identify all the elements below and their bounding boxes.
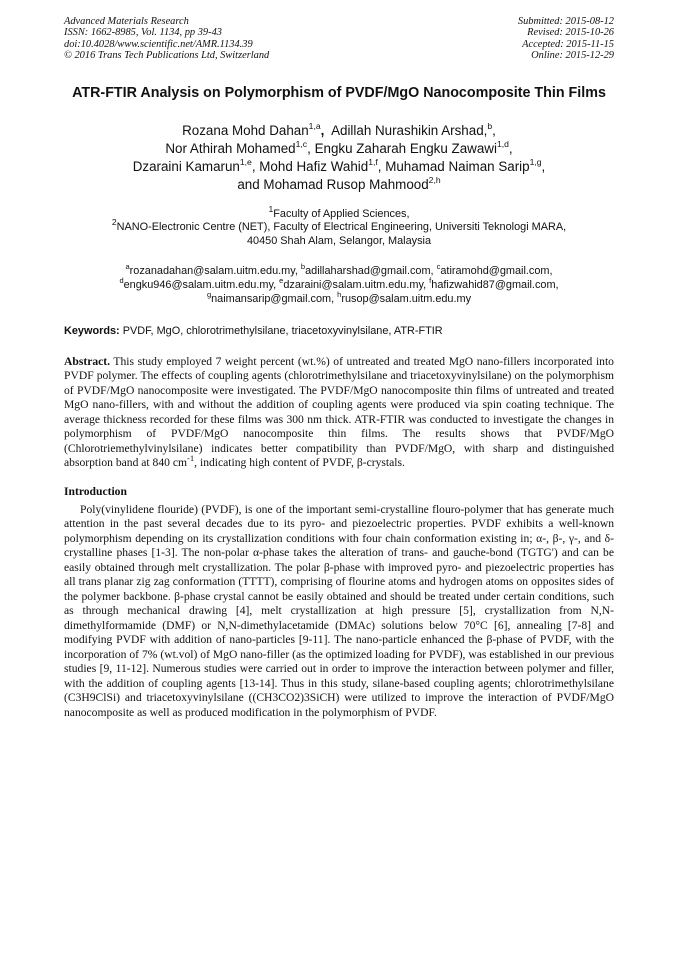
- journal-header: [64, 16, 614, 62]
- section-heading-introduction: Introduction: [64, 484, 127, 498]
- email-link[interactable]: naimansarip@gmail.com,: [211, 292, 335, 305]
- copyright-line: © 2016 Trans Tech Publications Ltd, Switzerland: [64, 50, 270, 62]
- introduction-paragraph: Poly(vinylidene flouride) (PVDF), is one of the important semi-crystalline flouro-polymer that has generate much attention in the past several decades due to its pyro- and piezoelectric properties. PVDF exhibits a well-known polymorphism depending on its crystallization conditions with four chain conformation existing in; α-, β-, γ-, and δ- crystalline phases [1-3]. The non-polar α-phase takes the alteration of trans- and gauche-bond (TGTG') and can be easily obtained through melt crystallization. The polar β-phase with improved pyro- and piezoelectric properties has all trans planar zig zag conformation (TTTT), comprising of flourine atoms and hydrogen atoms on opposites sides of the polymer backbone. β-phase crystal cannot be easily obtained and should be treated under certain conditions, such as through mechanical drawing [4], melt crystallization at high pressure [5], crystallization from N,N-dimethylformamide (DMF) or N,N-dimethylacetamide (DMAc) solutions below 70°C [6], annealing [7-8] and modifying PVDF with addition of nano-particles [9-11]. The nano-particle enhanced the β-phase of PVDF, with the incorporation of 7% (wt.vol) of MgO nano-filler (as the optimized loading for PVDF), was established in our previous studies [9, 11-12]. Numerous studies were carried out in order to improve the interaction between polymer and filler, with the addition of coupling agents [13-14]. Thus in this study, silane-based coupling agents; chlorotrimethylsilane (C3H9ClSi) and triacetoxyvinylsilane ((CH3CO2)3SiCH) were utilized to improve the interaction of PVDF/MgO nanocomposite as well as produced modification in the polymorphism of PVDF.: [64, 502, 614, 719]
- affiliation-address: 40450 Shah Alam, Selangor, Malaysia: [246, 234, 432, 247]
- keywords: [64, 325, 614, 338]
- email-link[interactable]: hafizwahid87@gmail.com,: [431, 278, 559, 291]
- email-line-1: [64, 261, 614, 278]
- affiliations: [64, 204, 614, 248]
- email-mark: d: [119, 275, 124, 285]
- author-affiliation-mark: 1,c: [295, 139, 308, 150]
- email-mark: c: [436, 261, 441, 271]
- author-name: Rozana Mohd Dahan: [182, 123, 309, 139]
- author-line-4: [64, 176, 614, 194]
- affiliation-text: Faculty of Applied Sciences,: [273, 208, 410, 221]
- abstract-unit-superscript: -1: [187, 452, 195, 463]
- online-date: Online: 2015-12-29: [531, 50, 614, 62]
- email-link[interactable]: rozanadahan@salam.uitm.edu.my,: [129, 264, 298, 277]
- author-line-3: Dzaraini Kamarun$^{1,e}$, Mohd Hafiz Wahid$^{1,f}$, Muhamad Naiman Sarip$^{1,g}$,: [132, 157, 546, 175]
- email-mark: g: [206, 289, 212, 299]
- author-affiliation-mark: 1,a: [308, 121, 321, 132]
- affiliation-mark: 1: [268, 204, 274, 214]
- affiliation-mark: 2: [111, 217, 117, 228]
- abstract-label: Abstract.: [64, 354, 111, 368]
- abstract: [64, 355, 614, 471]
- email-mark: f: [429, 275, 432, 285]
- author-name: Nor Athirah Mohamed: [165, 141, 296, 157]
- paper-title: ATR-FTIR Analysis on Polymorphism of PVDF/MgO Nanocomposite Thin Films: [72, 84, 606, 101]
- submitted-date: Submitted: 2015-08-12: [517, 16, 614, 27]
- author-name: and Mohamad Rusop Mahmood: [237, 177, 429, 193]
- author-affiliation-mark: 1,d: [496, 139, 509, 150]
- email-mark: b: [300, 261, 306, 271]
- publication-info: [64, 16, 269, 62]
- email-link[interactable]: rusop@salam.uitm.edu.my: [341, 292, 472, 305]
- email-link[interactable]: adillaharshad@gmail.com,: [305, 264, 434, 277]
- author-list: [64, 122, 614, 194]
- journal-name: Advanced Materials Research: [64, 16, 189, 27]
- author-name: Adillah Nurashikin Arshad,: [331, 123, 488, 139]
- affiliation-1: [64, 204, 614, 221]
- doi-line: doi:10.4028/www.scientific.net/AMR.1134.39: [64, 38, 253, 50]
- author-affiliation-mark: 1,f: [368, 157, 378, 168]
- affiliation-text: NANO-Electronic Centre (NET), Faculty of Electrical Engineering, Universiti Teknologi MARA,: [116, 221, 567, 234]
- abstract-text-end: , indicating high content of PVDF, β-crystals.: [194, 456, 405, 470]
- issn-line: ISSN: 1662-8985, Vol. 1134, pp 39-43: [64, 27, 222, 39]
- email-mark: e: [279, 275, 284, 285]
- author-name: Muhamad Naiman Sarip: [385, 159, 530, 175]
- author-affiliation-mark: 1,g: [529, 157, 542, 168]
- revised-date: Revised: 2015-10-26: [527, 27, 614, 39]
- abstract-text: This study employed 7 weight percent (wt.%) of untreated and treated MgO nano-fillers incorporated into PVDF polymer. The effects of coupling agents (chlorotrimethylsilane and triacetoxyvinylsilane) on the polymorphism of PVDF/MgO nanocomposite were investigated. The PVDF/MgO nanocomposite thin films of untreated and treated MgO nano-fillers, with and without the addition of coupling agents were produced via spin coating technique. The average thickness recorded for these films was 300 nm thick. ATR-FTIR was conducted to investigate the changes in polymorphism of PVDF/MgO nanocomposite thin films. The results shows that PVDF/MgO (Chlorotriemethylvinylsilane) indicates better compatibility than PVDF/MgO, with sharp and distinguished absorption band at 840 cm: [64, 354, 614, 470]
- affiliation-2: [64, 217, 614, 234]
- email-mark: a: [125, 261, 130, 271]
- author-emails: [64, 261, 614, 306]
- keywords-label: Keywords:: [64, 324, 120, 337]
- author-line-2: Nor Athirah Mohamed$^{1,c}$, Engku Zaharah Engku Zawawi$^{1,d}$,: [165, 139, 513, 157]
- author-line-1: Rozana Mohd Dahan$^{1,a}$, Adillah Nurashikin Arshad,$^b$,: [182, 121, 496, 139]
- keywords-text: PVDF, MgO, chlorotrimethylsilane, triacetoxyvinylsilane, ATR-FTIR: [122, 324, 443, 337]
- author-name: Engku Zaharah Engku Zawawi: [314, 141, 497, 157]
- email-link[interactable]: dzaraini@salam.uitm.edu.my,: [283, 278, 427, 291]
- author-affiliation-mark: 2,h: [428, 175, 441, 186]
- author-affiliation-mark: b: [487, 121, 493, 132]
- email-link[interactable]: atiramohd@gmail.com,: [440, 264, 553, 277]
- accepted-date: Accepted: 2015-11-15: [522, 38, 614, 50]
- dates-info: [518, 16, 614, 62]
- email-line-3: [64, 289, 614, 306]
- email-link[interactable]: engku946@salam.uitm.edu.my,: [123, 278, 277, 291]
- email-mark: h: [337, 289, 342, 299]
- author-name: Mohd Hafiz Wahid: [259, 159, 369, 175]
- author-affiliation-mark: 1,e: [239, 157, 252, 168]
- author-name: Dzaraini Kamarun: [132, 159, 240, 175]
